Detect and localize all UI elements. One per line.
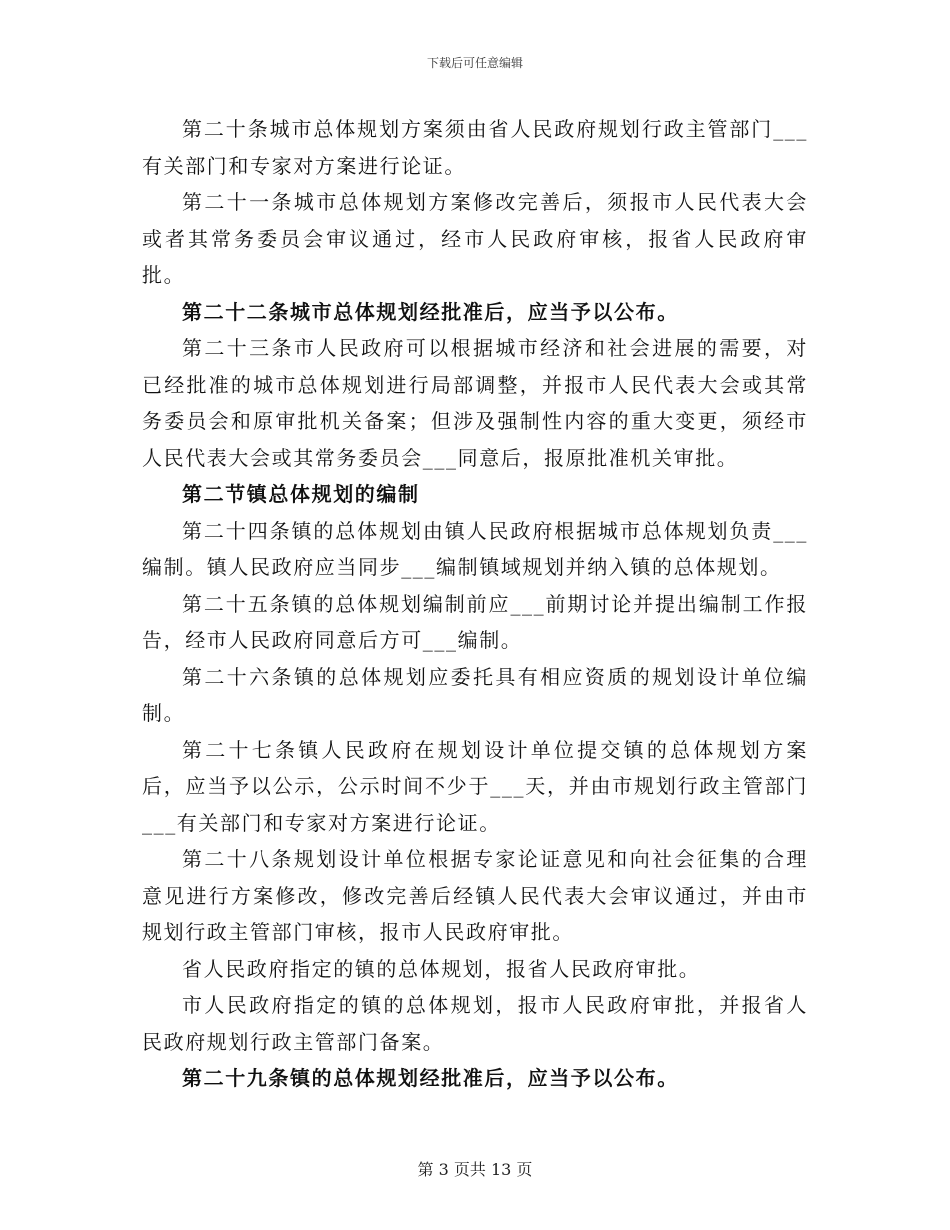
page-header: 下载后可任意编辑 [426, 56, 523, 70]
paragraph-article-27: 第二十七条镇人民政府在规划设计单位提交镇的总体规划方案后，应当予以公示，公示时间不少于___天，并由市规划行政主管部门___有关部门和专家对方案进行论证。 [142, 737, 808, 835]
paragraph-provincial-towns: 省人民政府指定的镇的总体规划，报省人民政府审批。 [182, 956, 701, 981]
paragraph-article-20: 第二十条城市总体规划方案须由省人民政府规划行政主管部门___有关部门和专家对方案进行论证。 [142, 117, 808, 178]
paragraph-article-21: 第二十一条城市总体规划方案修改完善后，须报市人民代表大会或者其常务委员会审议通过，经市人民政府审核，报省人民政府审批。 [142, 190, 808, 287]
paragraph-article-29: 第二十九条镇的总体规划经批准后，应当予以公布。 [182, 1066, 679, 1090]
paragraph-article-24: 第二十四条镇的总体规划由镇人民政府根据城市总体规划负责___编制。镇人民政府应当同步___编制镇域规划并纳入镇的总体规划。 [142, 518, 808, 579]
paragraph-article-23: 第二十三条市人民政府可以根据城市经济和社会进展的需要，对已经批准的城市总体规划进行局部调整，并报市人民代表大会或其常务委员会和原审批机关备案；但涉及强制性内容的重大变更，须经市人民代表大会或其常务委员会___同意后，报原批准机关审批。 [142, 336, 808, 470]
paragraph-municipal-towns: 市人民政府指定的镇的总体规划，报市人民政府审批，并报省人民政府规划行政主管部门备案。 [142, 993, 808, 1054]
paragraph-article-26: 第二十六条镇的总体规划应委托具有相应资质的规划设计单位编制。 [142, 664, 808, 725]
paragraph-article-25: 第二十五条镇的总体规划编制前应___前期讨论并提出编制工作报告，经市人民政府同意后方可___编制。 [142, 591, 808, 652]
paragraph-article-22: 第二十二条城市总体规划经批准后，应当予以公布。 [182, 299, 679, 324]
page-footer: 第 3 页共 13 页 [417, 1160, 533, 1179]
section-heading-2: 第二节镇总体规划的编制 [182, 482, 420, 506]
document-body [142, 111, 808, 1097]
paragraph-article-28: 第二十八条规划设计单位根据专家论证意见和向社会征集的合理意见进行方案修改，修改完善后经镇人民代表大会审议通过，并由市规划行政主管部门审核，报市人民政府审批。 [142, 847, 808, 944]
